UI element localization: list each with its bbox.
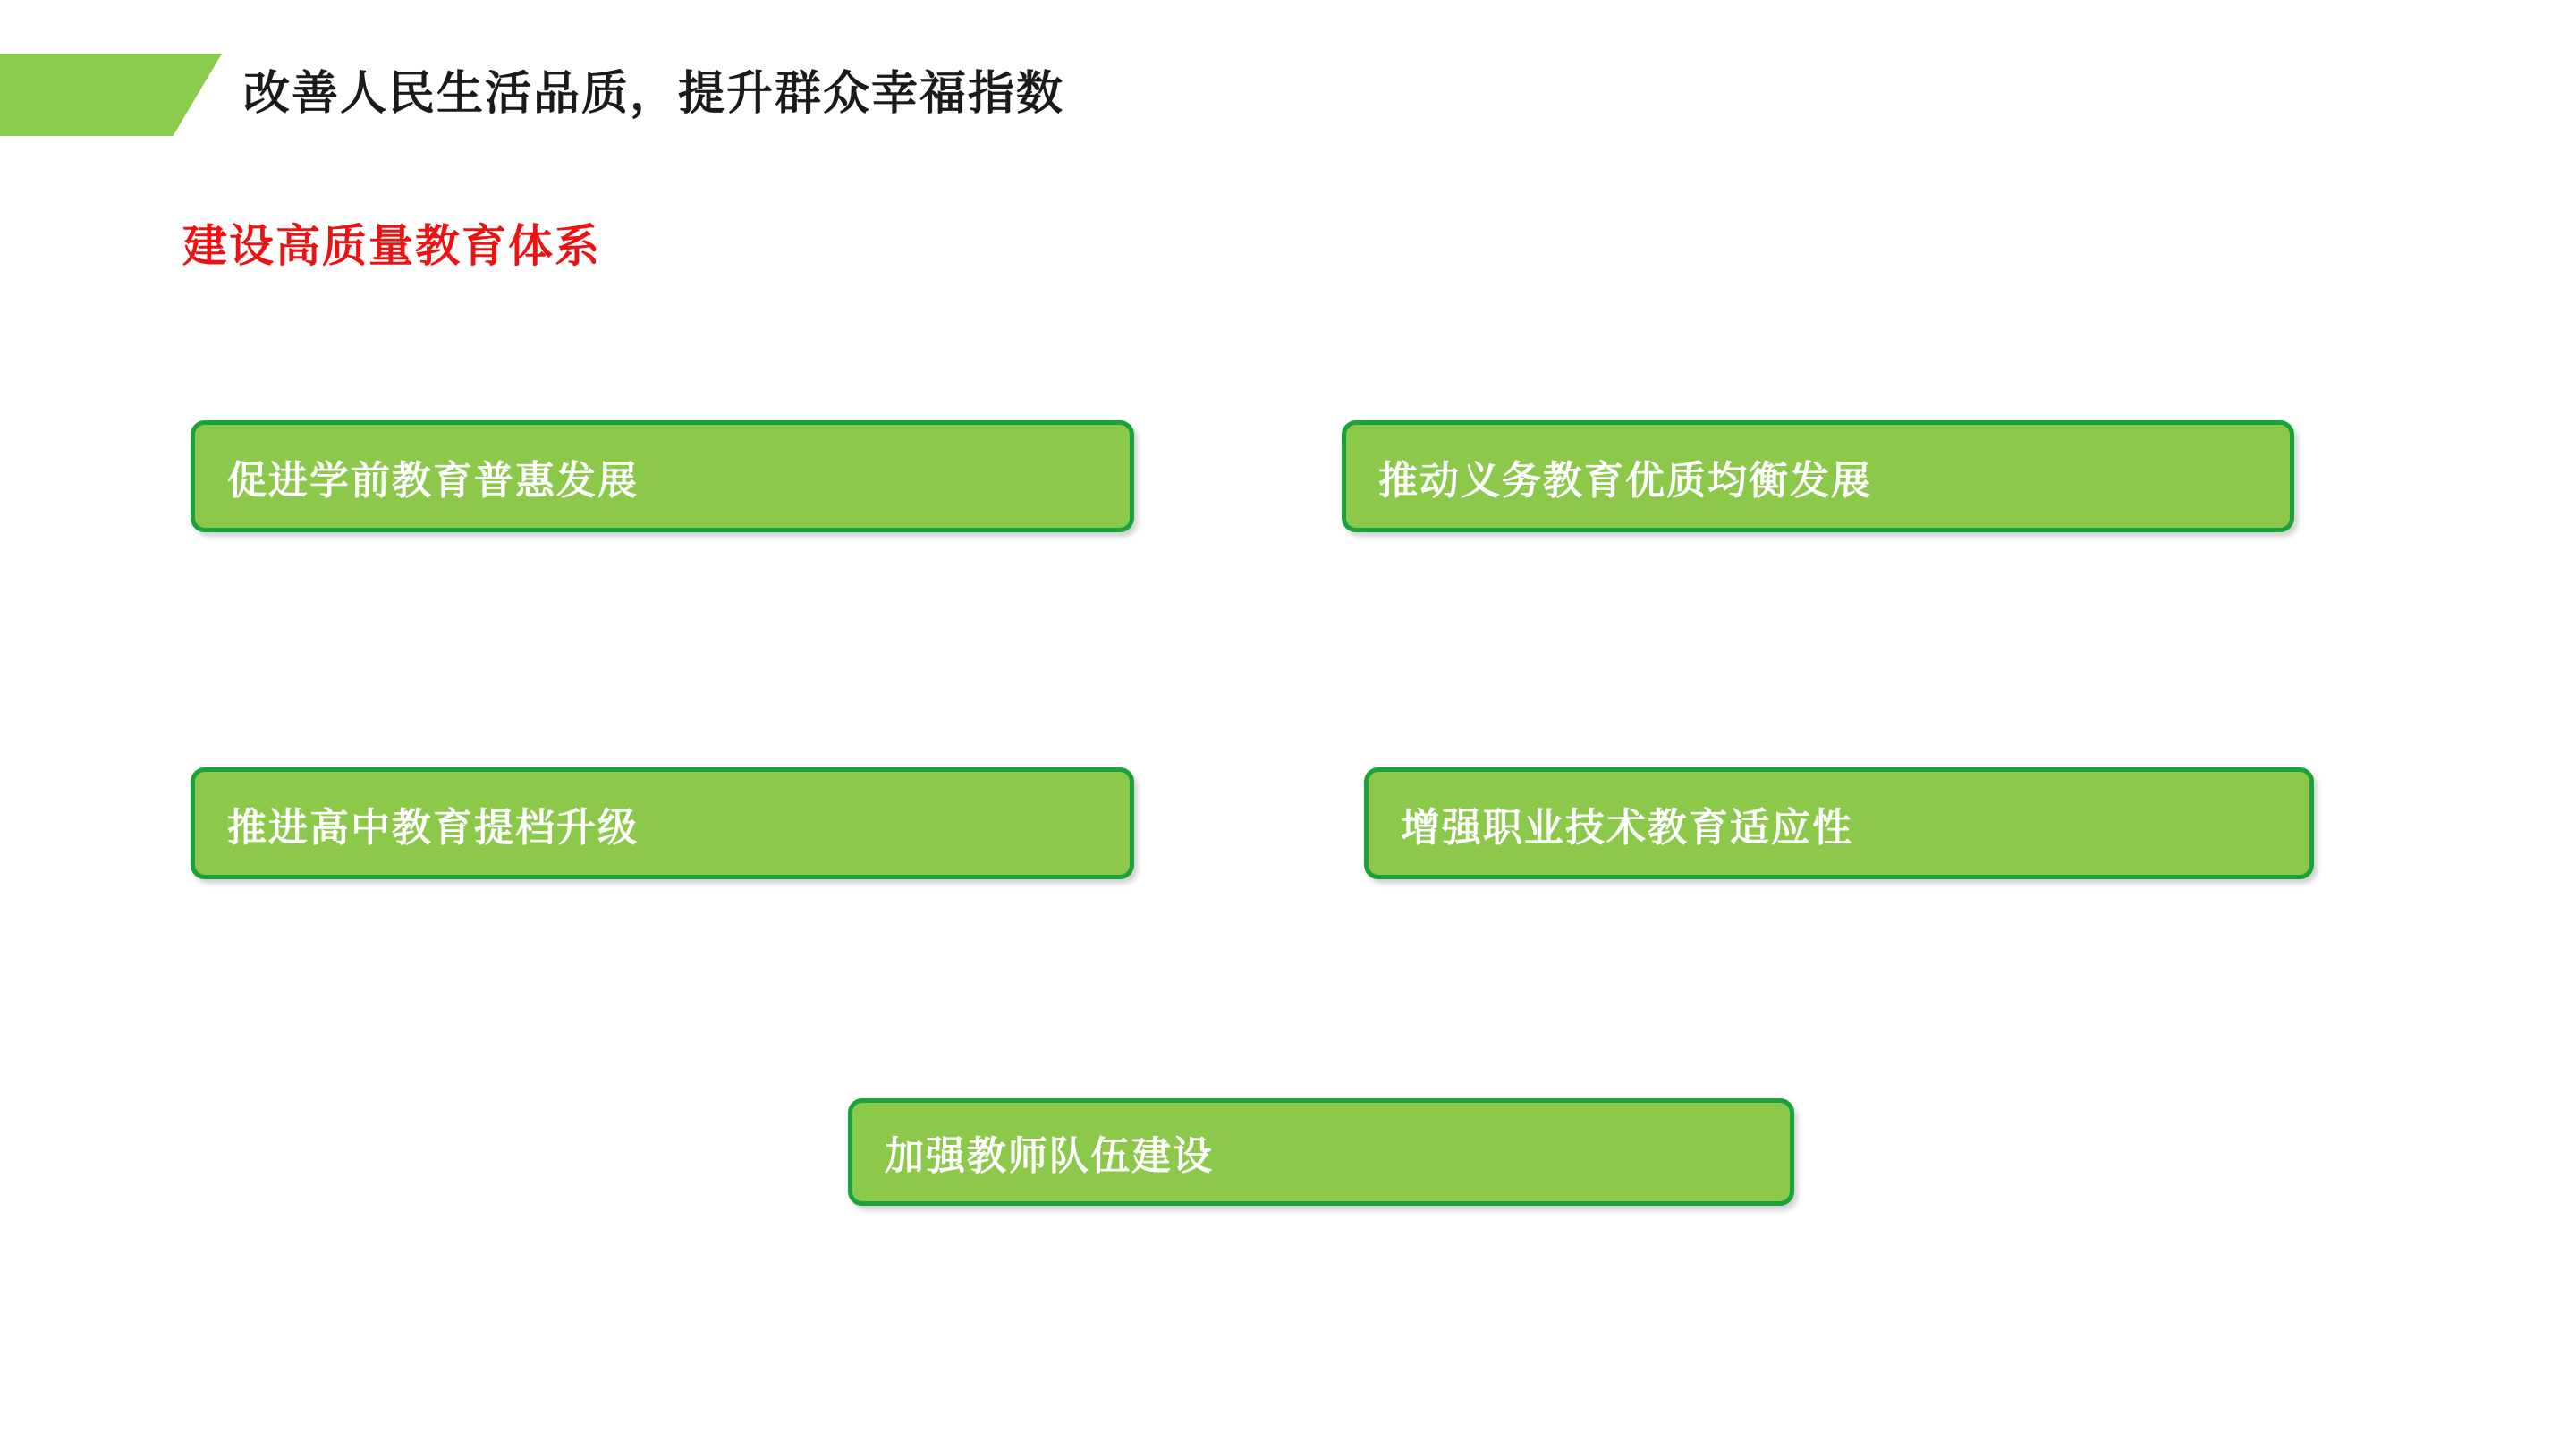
topic-box-3[interactable] [191, 767, 1134, 879]
header-accent-shape [0, 54, 222, 136]
topic-box-3-label: 推进高中教育提档升级 [227, 805, 639, 850]
section-title: 建设高质量教育体系 [182, 221, 601, 271]
topic-box-2[interactable] [1342, 420, 2294, 532]
topic-box-1[interactable] [191, 420, 1134, 532]
topic-box-2-label: 推动义务教育优质均衡发展 [1378, 458, 1872, 503]
topic-box-5[interactable] [848, 1098, 1794, 1206]
topic-box-5-label: 加强教师队伍建设 [885, 1134, 1214, 1178]
page-title: 改善人民生活品质，提升群众幸福指数 [243, 68, 1065, 120]
topic-box-4[interactable] [1364, 767, 2314, 879]
slide-header [0, 54, 2576, 152]
topic-box-4-label: 增强职业技术教育适应性 [1401, 805, 1853, 850]
topic-box-1-label: 促进学前教育普惠发展 [227, 458, 639, 503]
